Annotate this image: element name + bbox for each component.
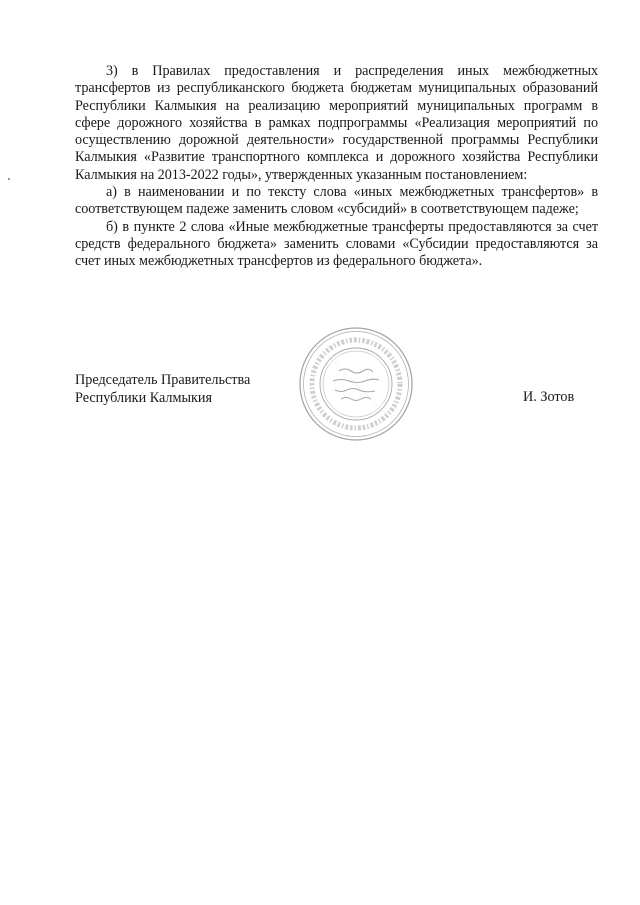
paragraph-subitem-a: а) в наименовании и по тексту слова «иных межбюджетных трансфертов» в соответствующем падеже заменить словом «субсидий» в соответствующем падеже; <box>75 184 598 218</box>
signatory-position <box>75 372 250 407</box>
margin-mark <box>8 178 10 180</box>
paragraph-subitem-b: б) в пункте 2 слова «Иные межбюджетные трансферты предоставляются за счет средств федерального бюджета» заменить словами «Субсидии предоставляются за счет иных межбюджетных трансфертов из федерального бюджета». <box>75 218 598 270</box>
signatory-position-line-2: Республики Калмыкия <box>75 389 213 406</box>
official-seal-stamp <box>297 325 415 443</box>
signatory-position-line-1: Председатель Правительства <box>75 372 251 388</box>
paragraph-item-3: 3) в Правилах предоставления и распределения иных межбюджетных трансфертов из республиканского бюджета бюджетам муниципальных образований Республики Калмыкия на реализацию мероприятий муниципальных программ в сфере дорожного хозяйства в рамках подпрограммы «Реализация мероприятий по осуществлению дорожной деятельности» государственной программы Республики Калмыкия «Развитие транспортного комплекса и дорожного хозяйства Республики Калмыкия на 2013-2022 годы», утвержденных указанным постановлением: <box>75 63 598 183</box>
document-body <box>75 63 598 271</box>
signatory-name: И. Зотов <box>523 389 575 405</box>
